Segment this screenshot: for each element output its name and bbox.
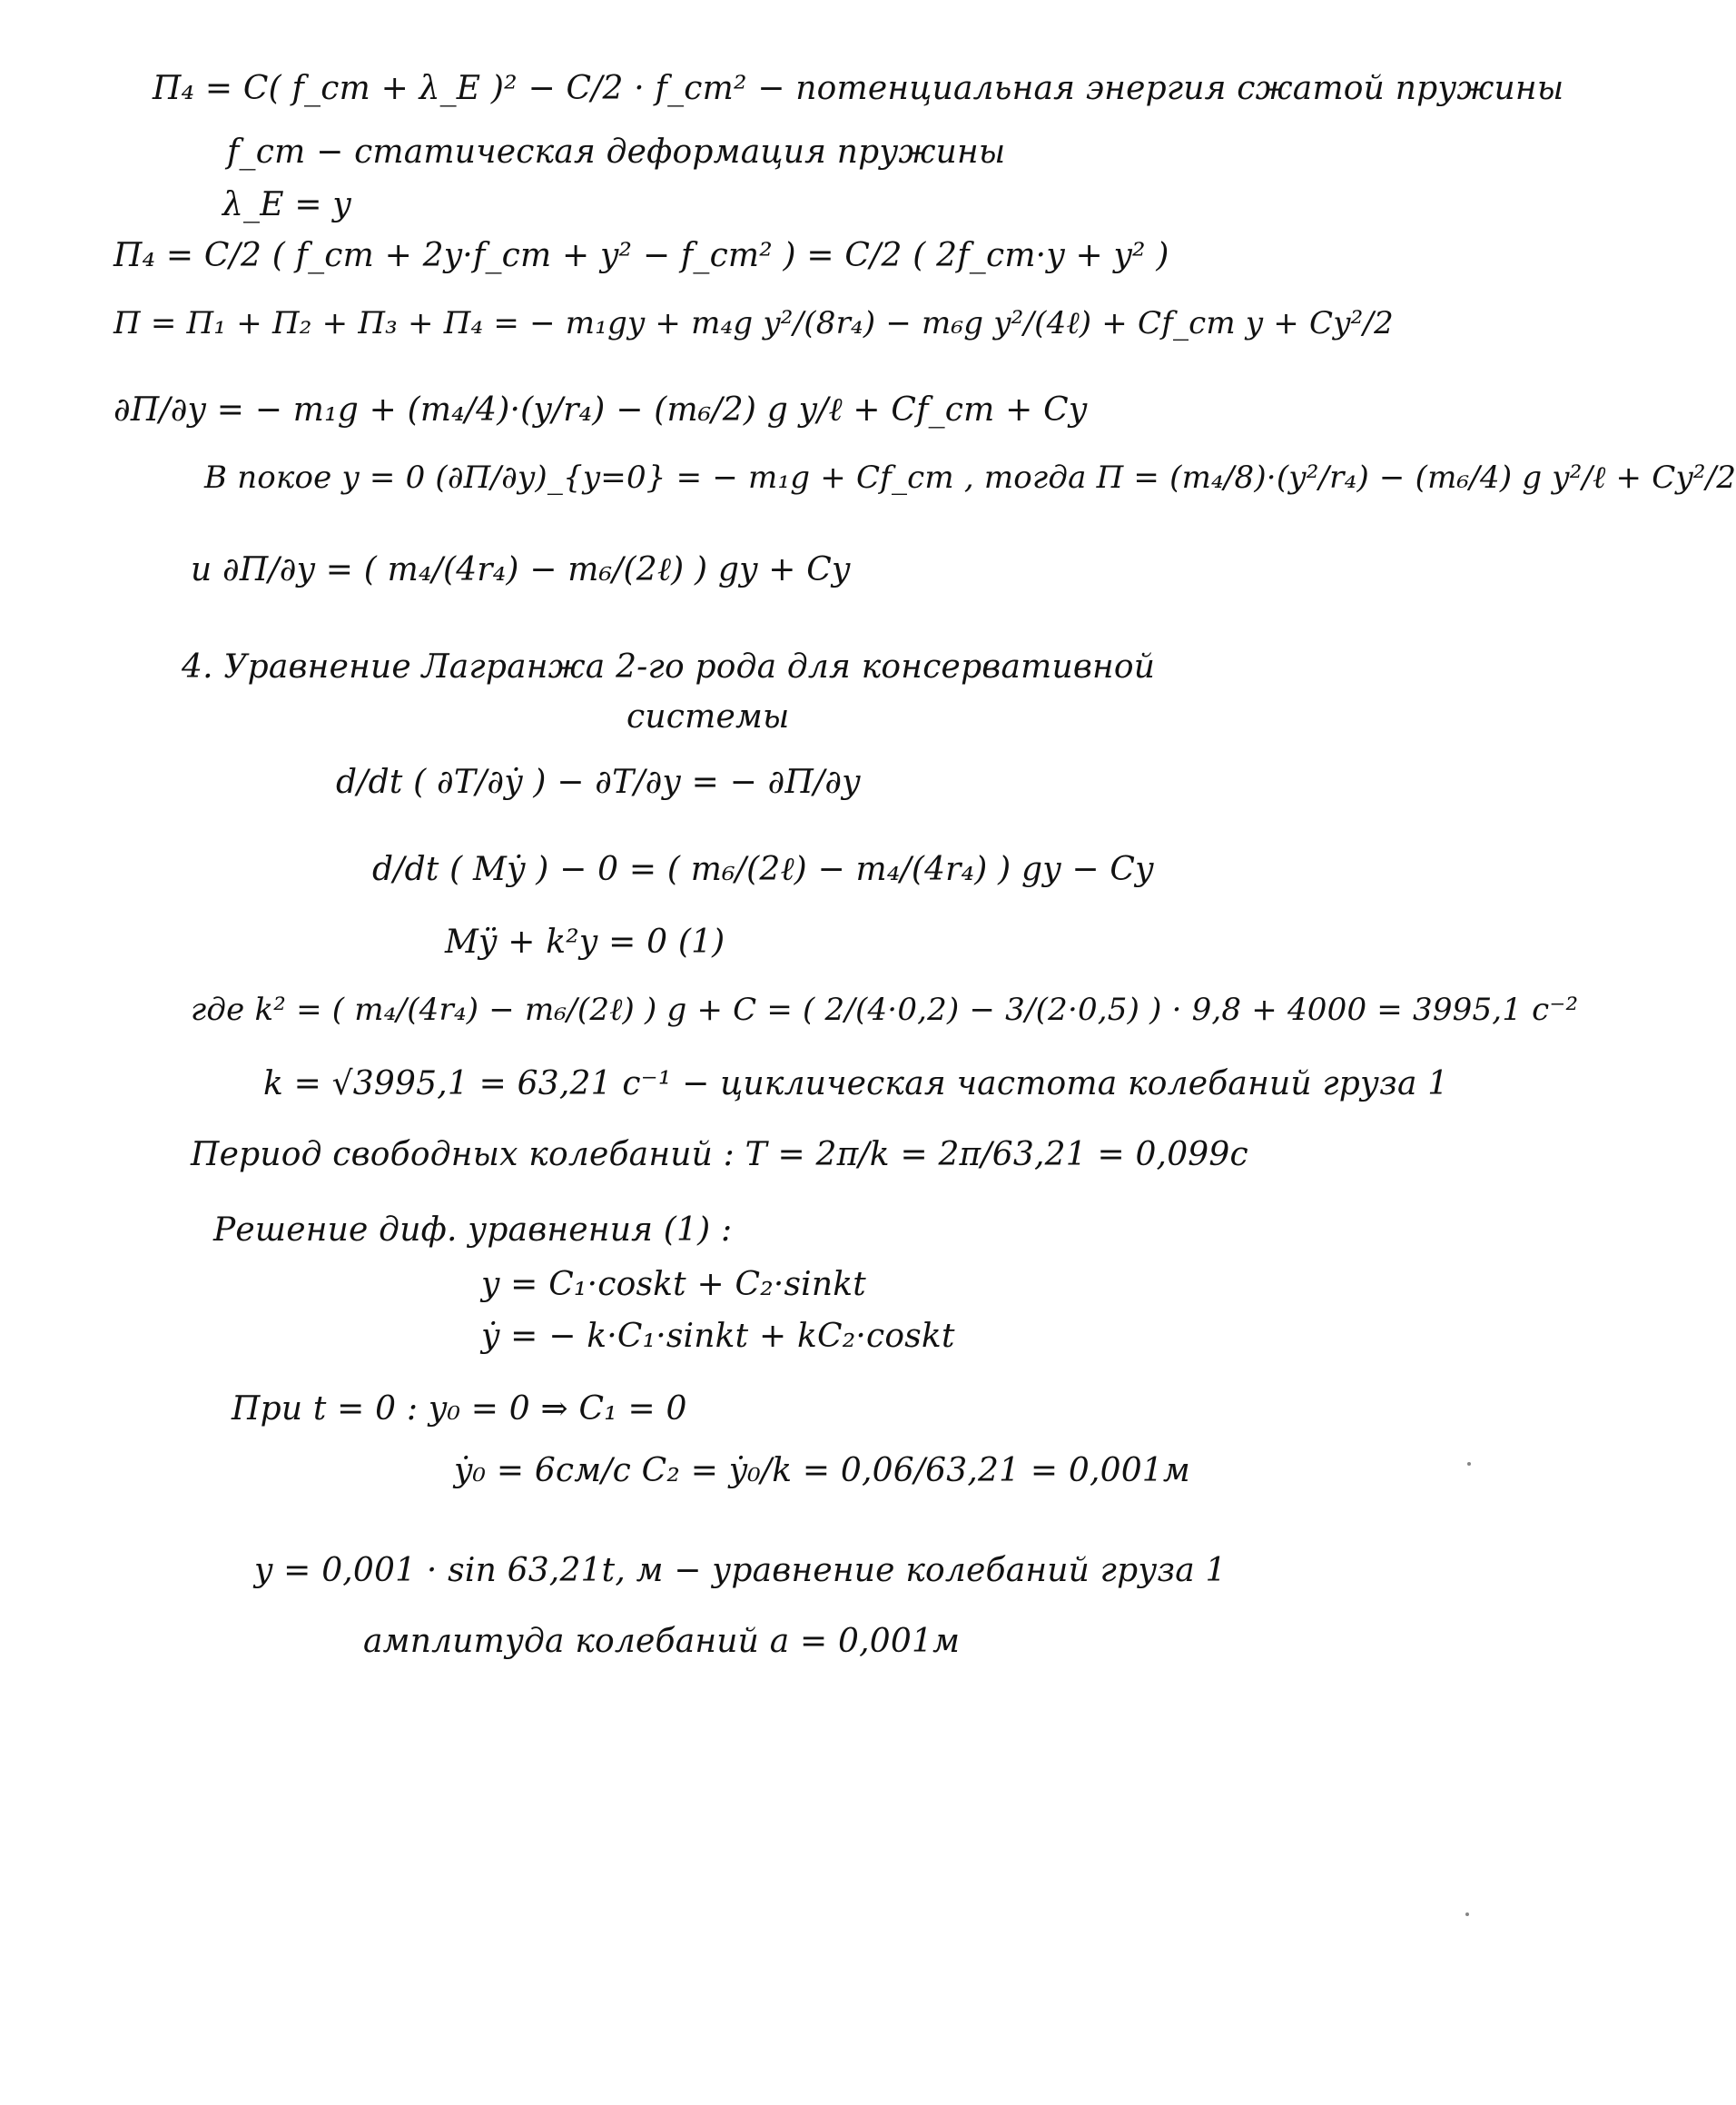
- text-line-15: k = √3995,1 = 63,21 c⁻¹ − циклическая частота колебаний груза 1: [263, 1065, 1449, 1102]
- section-heading-continued: системы: [626, 698, 790, 736]
- scan-speck: [1465, 1912, 1469, 1916]
- text-line-20: При t = 0 : y₀ = 0 ⇒ C₁ = 0: [232, 1390, 687, 1428]
- text-line-22: y = 0,001 · sin 63,21t, м − уравнение колебаний груза 1: [254, 1552, 1227, 1589]
- text-line-5: П = П₁ + П₂ + П₃ + П₄ = − m₁gy + m₄g y²/(8r₄) − m₆g y²/(4ℓ) + Cf_ст y + Cy²/2: [113, 305, 1394, 341]
- text-line-8: и ∂П/∂y = ( m₄/(4r₄) − m₆/(2ℓ) ) gy + Cy: [191, 551, 851, 588]
- text-line-4: П₄ = C/2 ( f_ст + 2y·f_ст + y² − f_ст² ) = C/2 ( 2f_ст·y + y² ): [113, 237, 1169, 274]
- section-heading: 4. Уравнение Лагранжа 2-го рода для консервативной: [182, 648, 1156, 686]
- text-line-16: Период свободных колебаний : T = 2π/k = 2π/63,21 = 0,099c: [191, 1136, 1248, 1173]
- text-line-6: ∂П/∂y = − m₁g + (m₄/4)·(y/r₄) − (m₆/2) g y/ℓ + Cf_ст + Cy: [113, 391, 1088, 429]
- scan-speck: [1467, 1462, 1471, 1466]
- text-line-23: амплитуда колебаний a = 0,001м: [363, 1623, 961, 1660]
- text-line-13: Mÿ + k²y = 0 (1): [445, 924, 725, 961]
- text-line-3: λ_E = y: [222, 186, 351, 223]
- text-line-14: где k² = ( m₄/(4r₄) − m₆/(2ℓ) ) g + C = ( 2/(4·0,2) − 3/(2·0,5) ) · 9,8 + 4000 = 3995,1 c⁻²: [191, 992, 1579, 1028]
- text-line-1: П₄ = C( f_ст + λ_E )² − C/2 · f_ст² − потенциальная энергия сжатой пружины: [153, 70, 1564, 107]
- text-line-21: ẏ₀ = 6см/с C₂ = ẏ₀/k = 0,06/63,21 = 0,001м: [454, 1452, 1190, 1489]
- text-line-17: Решение диф. уравнения (1) :: [213, 1211, 733, 1249]
- text-line-2: f_ст − статическая деформация пружины: [227, 133, 1006, 171]
- text-line-12: d/dt ( Mẏ ) − 0 = ( m₆/(2ℓ) − m₄/(4r₄) ) gy − Cy: [372, 851, 1154, 888]
- text-line-11: d/dt ( ∂T/∂ẏ ) − ∂T/∂y = − ∂П/∂y: [336, 764, 861, 801]
- text-line-18: y = C₁·coskt + C₂·sinkt: [481, 1266, 866, 1303]
- text-line-7: В покое y = 0 (∂П/∂y)_{y=0} = − m₁g + Cf_ст , тогда П = (m₄/8)·(y²/r₄) − (m₆/4) g y²/ℓ + Cy²/2: [204, 460, 1736, 496]
- text-line-19: ẏ = − k·C₁·sinkt + kC₂·coskt: [481, 1318, 955, 1355]
